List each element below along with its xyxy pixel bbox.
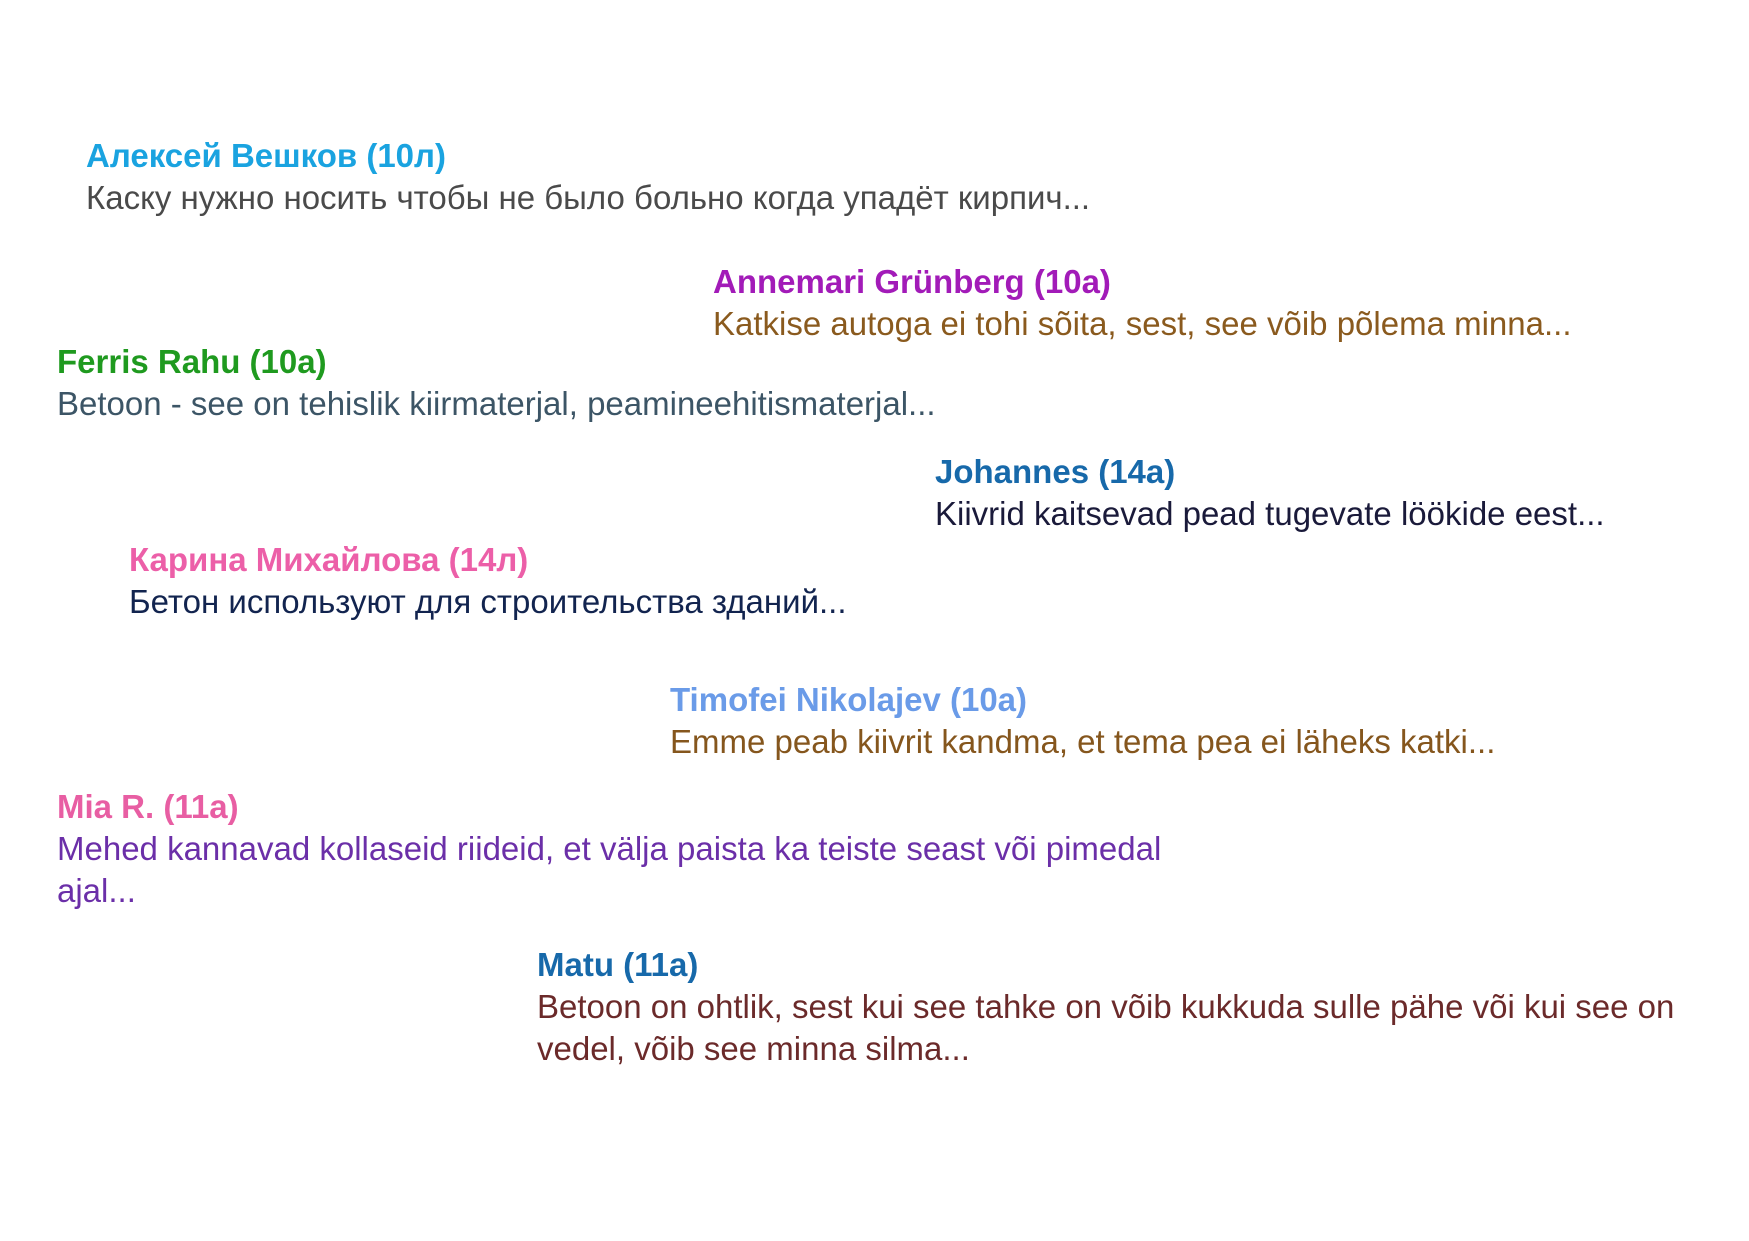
quote-text: Бетон используют для строительства зданий... [129, 583, 847, 620]
quote-block [713, 261, 1571, 345]
quote-text: Каску нужно носить чтобы не было больно когда упадёт кирпич... [86, 179, 1091, 216]
quote-block [86, 135, 1090, 219]
quote-text: Emme peab kiivrit kandma, et tema pea ei läheks katki... [670, 723, 1496, 760]
quote-text: Betoon on ohtlik, sest kui see tahke on võib kukkuda sulle pähe või kui see on vedel, võib see minna silma... [537, 988, 1675, 1067]
quote-author: Ferris Rahu (10a) [57, 343, 327, 380]
quote-block [57, 341, 936, 425]
quote-author: Mia R. (11a) [57, 788, 239, 825]
quote-text: Kiivrid kaitsevad pead tugevate löökide eest... [935, 495, 1605, 532]
quote-author: Алексей Вешков (10л) [86, 137, 446, 174]
quote-author: Карина Михайлова (14л) [129, 541, 529, 578]
quote-author: Johannes (14a) [935, 453, 1176, 490]
quote-text: Katkise autoga ei tohi sõita, sest, see võib põlema minna... [713, 305, 1572, 342]
quote-author: Annemari Grünberg (10a) [713, 263, 1111, 300]
quote-text: Betoon - see on tehislik kiirmaterjal, peamineehitismaterjal... [57, 385, 936, 422]
quote-block [129, 539, 847, 623]
quote-author: Timofei Nikolajev (10a) [670, 681, 1028, 718]
quote-text: Mehed kannavad kollaseid riideid, et välja paista ka teiste seast või pimedal ajal... [57, 830, 1162, 909]
quote-block [670, 679, 1495, 763]
quote-block [935, 451, 1605, 535]
quote-block [57, 786, 1177, 912]
quote-block [537, 944, 1717, 1070]
quote-author: Matu (11a) [537, 946, 699, 983]
